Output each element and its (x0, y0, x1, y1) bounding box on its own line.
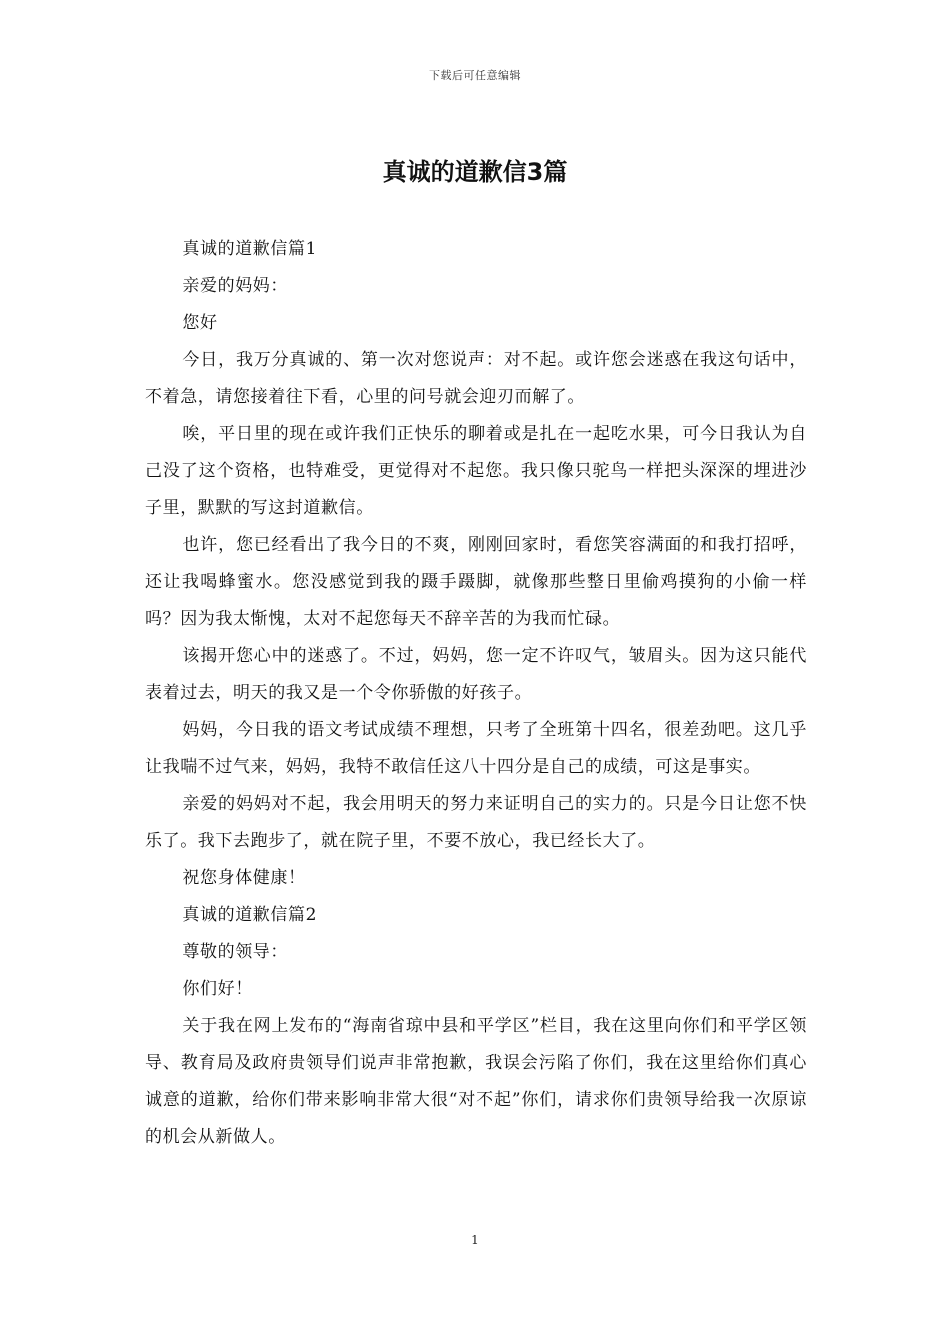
document-body (145, 231, 807, 1156)
greeting: 您好 (182, 313, 218, 333)
paragraph: 唉，平日里的现在或许我们正快乐的聊着或是扎在一起吃水果，可今日我认为自己没了这个资格，也特难受，更觉得对不起您。我只像只驼鸟一样把头深深的埋进沙子里，默默的写这封道歉信。 (145, 424, 807, 518)
paragraph: 该揭开您心中的迷惑了。不过，妈妈，您一定不许叹气，皱眉头。因为这只能代表着过去，明天的我又是一个令你骄傲的好孩子。 (145, 646, 807, 703)
section-heading: 真诚的道歉信篇2 (182, 905, 318, 925)
paragraph: 关于我在网上发布的“海南省琼中县和平学区”栏目，我在这里向你们和平学区领导、教育局及政府贵领导们说声非常抱歉，我误会污陷了你们，我在这里给你们真心诚意的道歉，给你们带来影响非常大很“对不起”你们，请求你们贵领导给我一次原谅的机会从新做人。 (145, 1016, 807, 1147)
paragraph: 妈妈，今日我的语文考试成绩不理想，只考了全班第十四名，很差劲吧。这几乎让我喘不过气来，妈妈，我特不敢信任这八十四分是自己的成绩，可这是事实。 (145, 720, 807, 777)
salutation: 亲爱的妈妈： (182, 276, 288, 296)
closing-wish: 祝您身体健康！ (182, 868, 306, 888)
paragraph: 也许，您已经看出了我今日的不爽，刚刚回家时，看您笑容满面的和我打招呼，还让我喝蜂蜜水。您没感觉到我的蹑手蹑脚，就像那些整日里偷鸡摸狗的小偷一样吗？因为我太惭愧，太对不起您每天不辞辛苦的为我而忙碌。 (145, 535, 807, 629)
greeting: 你们好！ (182, 979, 253, 999)
paragraph: 亲爱的妈妈对不起，我会用明天的努力来证明自己的实力的。只是今日让您不快乐了。我下去跑步了，就在院子里，不要不放心，我已经长大了。 (145, 794, 807, 851)
header-note: 下载后可任意编辑 (429, 69, 521, 82)
section-heading: 真诚的道歉信篇1 (182, 239, 318, 259)
paragraph: 今日，我万分真诚的、第一次对您说声：对不起。或许您会迷惑在我这句话中，不着急，请您接着往下看，心里的问号就会迎刃而解了。 (145, 350, 807, 407)
document-title: 真诚的道歉信3篇 (382, 158, 568, 186)
salutation: 尊敬的领导： (182, 942, 288, 962)
page-number: 1 (471, 1233, 479, 1247)
